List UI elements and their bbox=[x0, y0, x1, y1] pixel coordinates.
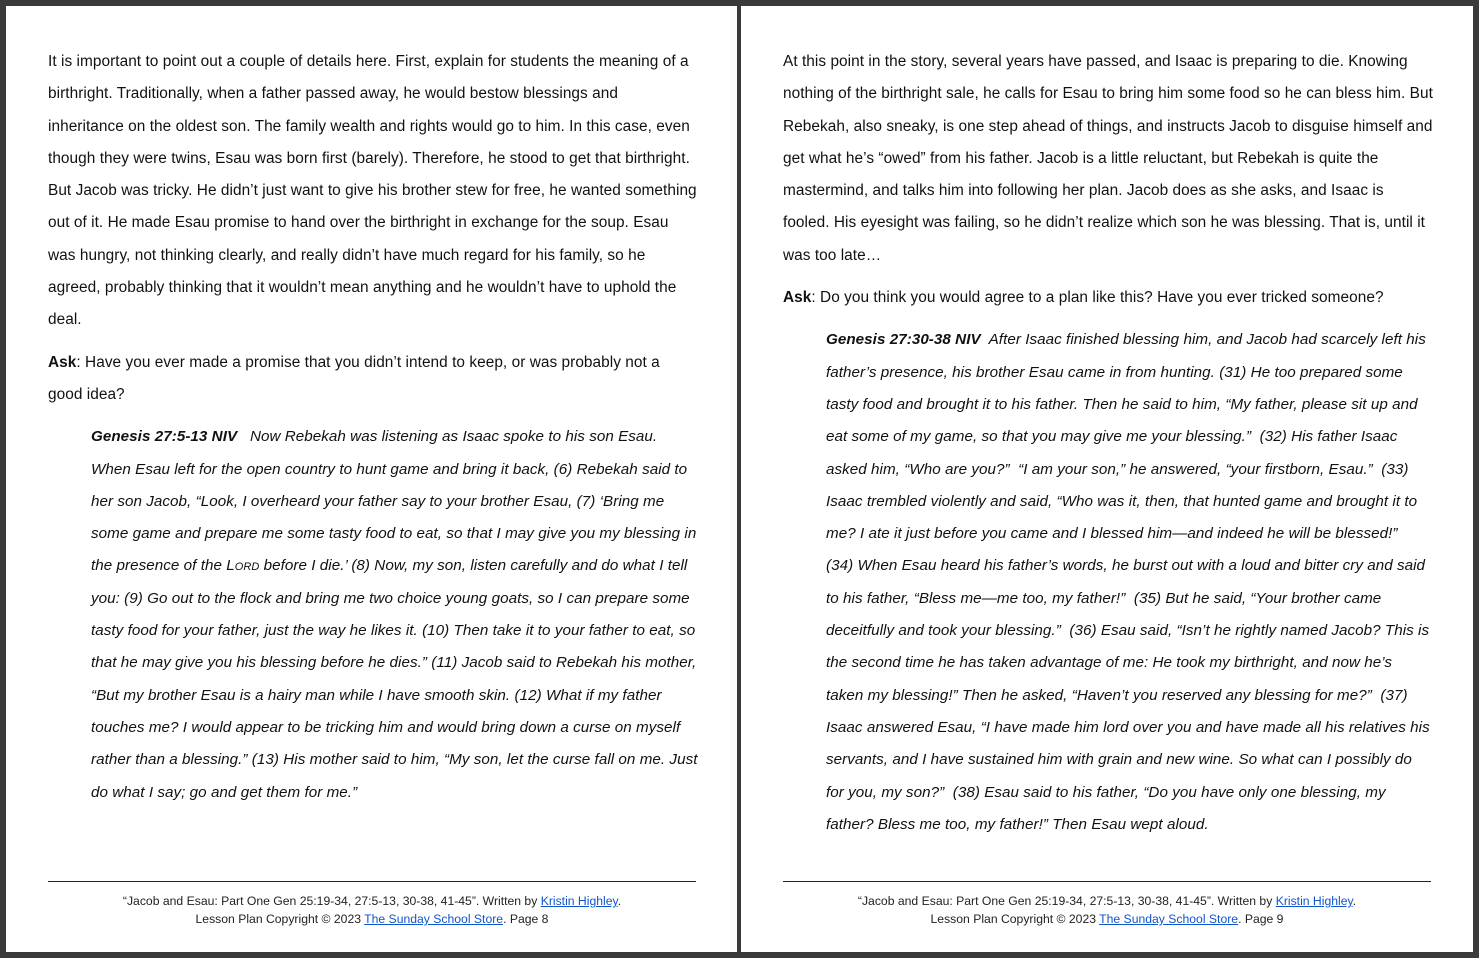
page-8 bbox=[6, 6, 737, 952]
scripture-lord: Lord bbox=[226, 557, 260, 575]
page-number: . Page 9 bbox=[1238, 912, 1284, 926]
scripture-reference: Genesis 27:30-38 NIV bbox=[826, 331, 981, 349]
footer-line-2 bbox=[48, 910, 696, 928]
footer-period: . bbox=[617, 894, 622, 908]
footer-copyright: Lesson Plan Copyright © 2023 bbox=[195, 912, 365, 926]
birthright-paragraph: It is important to point out a couple of details here. First, explain for students the meaning of a birthright. Traditionally, when a father passed away, he would bestow blessings and inheritance on the oldest son. The family wealth and rights would go to him. In this case, even though they were twins, Esau was born first (barely). Therefore, he stood to get that birthright. But Jacob was tricky. He didn’t just want to give his brother stew for free, he wanted something out of it. He made Esau promise to hand over the birthright in exchange for the soup. Esau was hungry, not thinking clearly, and really didn’t have much regard for his family, so he agreed, probably thinking that it wouldn’t mean anything and he wouldn’t have to uphold the deal. bbox=[48, 53, 697, 329]
page-9-footer bbox=[783, 881, 1431, 928]
page-8-body bbox=[48, 46, 701, 819]
store-link[interactable]: The Sunday School Store bbox=[1099, 912, 1239, 926]
scripture-text-part1: Now Rebekah was listening as Isaac spoke to his son Esau. When Esau left for the open country to hunt game and bring it back, (6) Rebekah said to her son Jacob, “Look, I overheard your father say to your brother Esau, (7) ‘Bring me some game and prepare me some tasty food to eat, so that I may give you my blessing in the presence of the bbox=[91, 428, 701, 575]
scripture-reference: Genesis 27:5-13 NIV bbox=[91, 428, 238, 446]
page-9 bbox=[741, 6, 1473, 952]
ask-text: : Have you ever made a promise that you didn’t intend to keep, or was probably not a good idea? bbox=[48, 353, 660, 403]
scripture-quote bbox=[826, 324, 1433, 841]
footer-line-1 bbox=[783, 892, 1431, 910]
scripture-quote bbox=[91, 421, 701, 809]
isaac-paragraph: At this point in the story, several years have passed, and Isaac is preparing to die. Knowing nothing of the birthright sale, he calls for Esau to bring him some food so he can bless him. But Rebekah, also sneaky, is one step ahead of things, and instructs Jacob to disguise himself and get what he’s “owed” from his father. Jacob is a little reluctant, but Rebekah is quite the mastermind, and talks him into following her plan. Jacob does as she asks, and Isaac is fooled. His eyesight was failing, so he didn’t realize which son he was blessing. That is, until it was too late… bbox=[783, 53, 1433, 264]
ask-label: Ask bbox=[783, 289, 812, 307]
ask-question bbox=[48, 347, 698, 412]
scripture-text-part2: before I die.’ (8) Now, my son, listen carefully and do what I tell you: (9) Go out to the flock and bring me two choice young goats, so I can prepare some tasty food for your father, just the way he likes it. (10) Then take it to your father to eat, so that he may give you his blessing before he dies.” (11) Jacob said to Rebekah his mother, “But my brother Esau is a hairy man while I have smooth skin. (12) What if my father touches me? I would appear to be tricking him and would bring down a curse on myself rather than a blessing.” (13) His mother said to him, “My son, let the curse fall on me. Just do what I say; go and get them for me.” bbox=[91, 557, 698, 801]
footer-line-2 bbox=[783, 910, 1431, 928]
scripture-text: After Isaac finished blessing him, and Jacob had scarcely left his father’s presence, his brother Esau came in from hunting. (31) He too prepared some tasty food and brought it to his father. Then he said to him, “My father, please sit up and eat some of my game, so that you may give me your blessing.” (32) His father Isaac asked him, “Who are you?” “I am your son,” he answered, “your firstborn, Esau.” (33) Isaac trembled violently and said, “Who was it, then, that hunted game and brought it to me? I ate it just before you came and I blessed him—and indeed he will be blessed!” (34) When Esau heard his father’s words, he burst out with a loud and bitter cry and said to his father, “Bless me—me too, my father!” (35) But he said, “Your brother came deceitfully and took your blessing.” (36) Esau said, “Isn’t he rightly named Jacob? This is the second time he has taken advantage of me: He took my birthright, and now he’s taken my blessing!” Then he asked, “Haven’t you reserved any blessing for me?” (37) Isaac answered Esau, “I have made him lord over you and have made all his relatives his servants, and I have sustained him with grain and new wine. So what can I possibly do for you, my son?” (38) Esau said to his father, “Do you have only one blessing, my father? Bless me too, my father!” Then Esau wept aloud. bbox=[826, 331, 1435, 833]
page-number: . Page 8 bbox=[503, 912, 549, 926]
footer-period: . bbox=[1352, 894, 1357, 908]
ask-text: : Do you think you would agree to a plan like this? Have you ever tricked someone? bbox=[811, 289, 1384, 307]
page-9-body bbox=[783, 46, 1433, 851]
footer-copyright: Lesson Plan Copyright © 2023 bbox=[930, 912, 1100, 926]
author-link[interactable]: Kristin Highley bbox=[540, 894, 618, 908]
ask-question bbox=[783, 282, 1433, 314]
store-link[interactable]: The Sunday School Store bbox=[364, 912, 504, 926]
ask-label: Ask bbox=[48, 353, 77, 371]
footer-line-1 bbox=[48, 892, 696, 910]
author-link[interactable]: Kristin Highley bbox=[1275, 894, 1353, 908]
page-8-footer bbox=[48, 881, 696, 928]
footer-title: “Jacob and Esau: Part One Gen 25:19-34, 27:5-13, 30-38, 41-45”. Written by bbox=[857, 894, 1276, 908]
footer-title: “Jacob and Esau: Part One Gen 25:19-34, 27:5-13, 30-38, 41-45”. Written by bbox=[122, 894, 541, 908]
